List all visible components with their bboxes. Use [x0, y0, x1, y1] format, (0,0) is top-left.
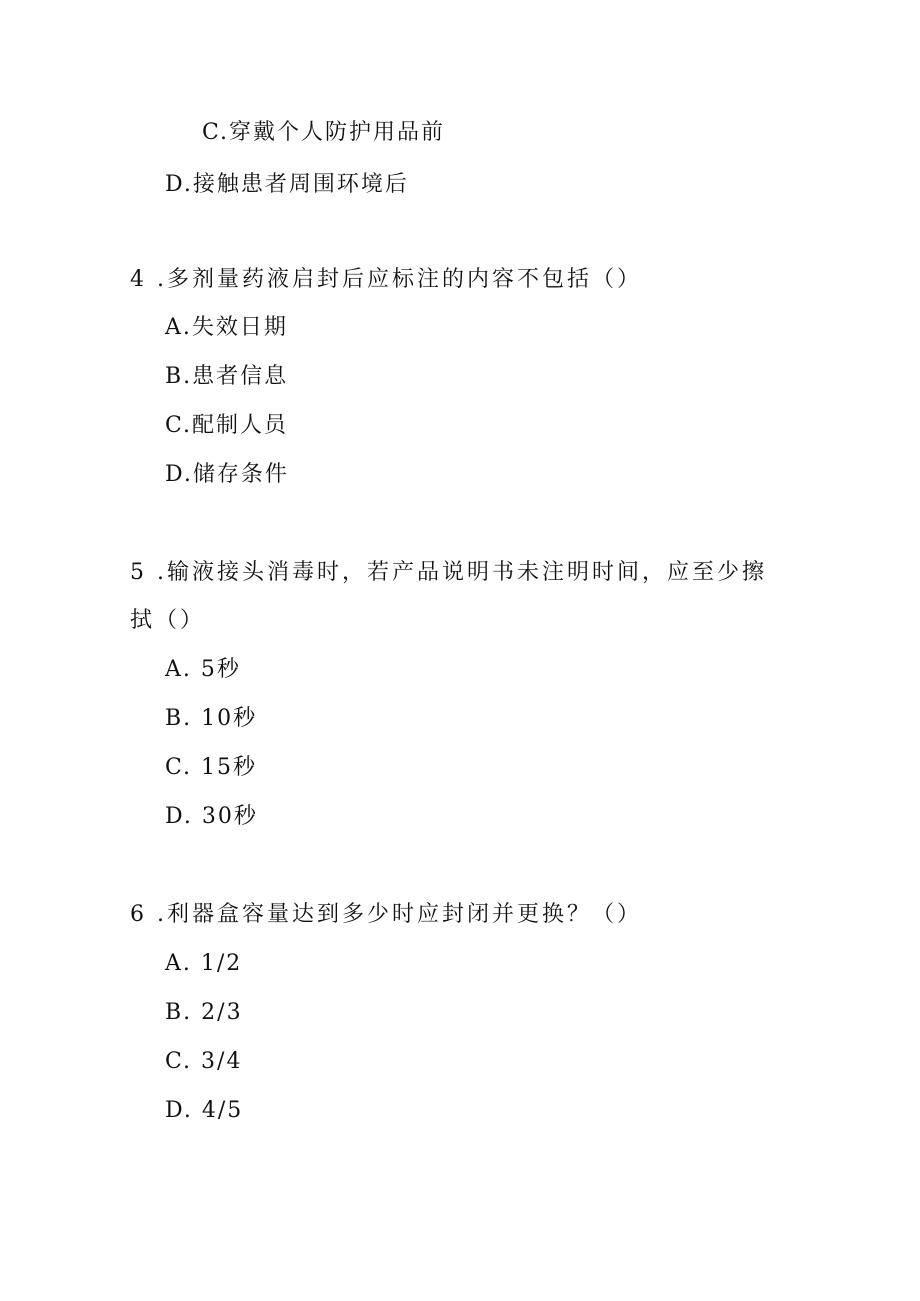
q6-option-a: A. 1/2 [165, 951, 243, 976]
q5-option-a: A. 5秒 [165, 657, 241, 682]
q5-option-d: D. 30秒 [165, 804, 258, 829]
q4-stem: 4 .多剂量药液启封后应标注的内容不包括（） [130, 267, 642, 292]
q5-option-c: C. 15秒 [165, 755, 258, 780]
q4-option-c: C.配制人员 [165, 413, 289, 438]
q4-option-b: B.患者信息 [165, 364, 289, 389]
q6-stem: 6 .利器盒容量达到多少时应封闭并更换？（） [130, 902, 642, 927]
q6-option-b: B. 2/3 [165, 1000, 243, 1025]
q3-option-c: C.穿戴个人防护用品前 [202, 120, 446, 145]
q6-option-c: C. 3/4 [165, 1049, 243, 1074]
q5-stem-line-2: 拭（） [130, 608, 206, 633]
q5-option-b: B. 10秒 [165, 706, 258, 731]
q4-option-d: D.储存条件 [165, 462, 289, 487]
q4-option-a: A.失效日期 [165, 315, 288, 340]
q6-option-d: D. 4/5 [165, 1098, 244, 1123]
q5-stem-line-1: 5 .输液接头消毒时，若产品说明书未注明时间，应至少擦 [130, 560, 767, 585]
q3-option-d: D.接触患者周围环境后 [165, 172, 409, 197]
